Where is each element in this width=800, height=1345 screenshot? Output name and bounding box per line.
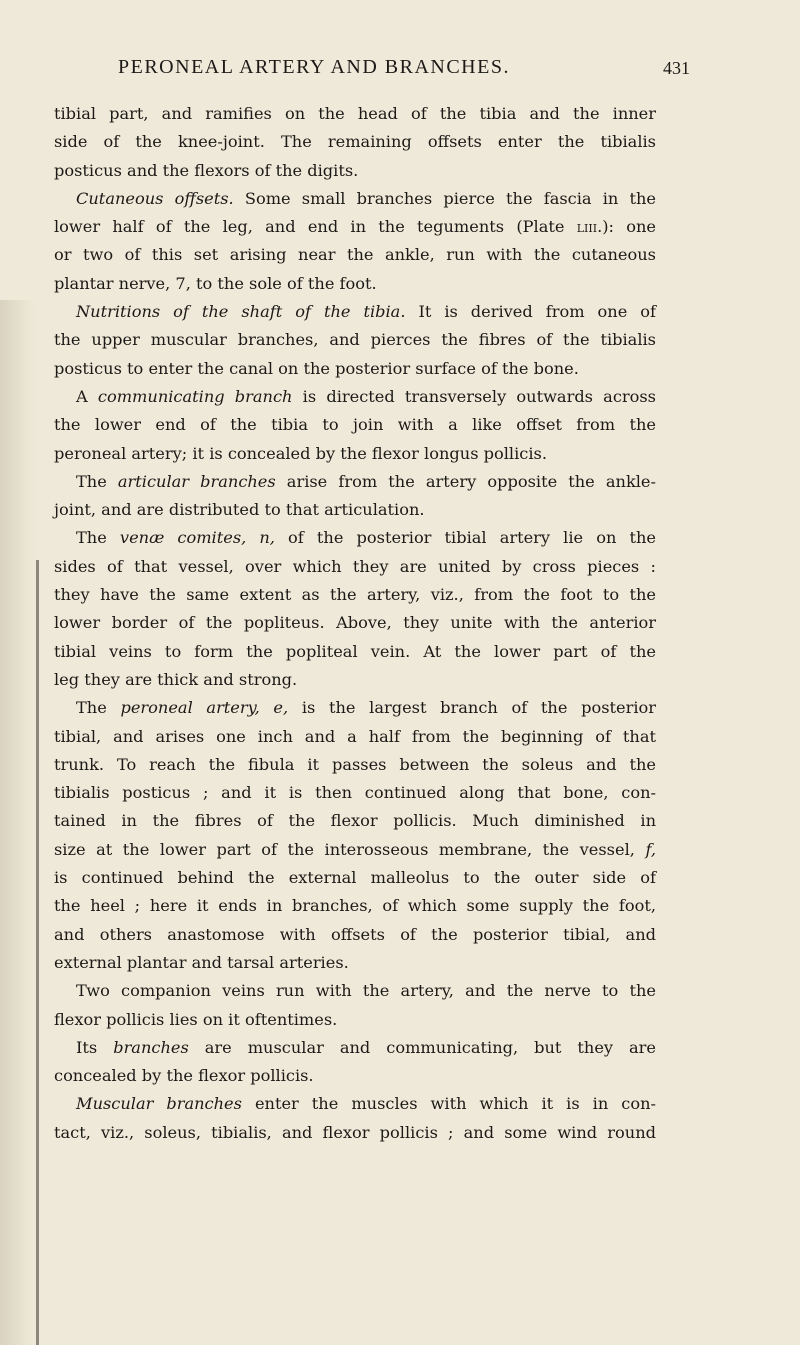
italic-term: branches — [113, 1037, 189, 1057]
text-line — [54, 694, 656, 722]
text-line — [54, 638, 656, 666]
text-line — [54, 128, 656, 156]
text-run: It is derived from one of — [405, 302, 657, 322]
text-run: plantar nerve, 7, to the sole of the foot. — [54, 273, 377, 293]
text-line — [54, 1090, 656, 1118]
page-header — [0, 56, 800, 90]
text-run: tact, viz., soleus, tibialis, and flexor pollicis ; and some wind round — [54, 1122, 656, 1142]
text-run: lower half of the leg, and end in the teguments (Plate — [54, 217, 577, 237]
text-run: Some small branches pierce the fascia in the — [233, 188, 656, 208]
text-line — [54, 864, 656, 892]
text-line — [54, 1119, 656, 1147]
text-run: tained in the fibres of the flexor pollicis. Much diminished in — [54, 811, 656, 831]
text-line — [54, 524, 656, 552]
text-line — [54, 1034, 656, 1062]
text-line — [54, 751, 656, 779]
text-line — [54, 836, 656, 864]
text-run: concealed by the flexor pollicis. — [54, 1066, 314, 1086]
text-line — [54, 100, 656, 128]
running-title: PERONEAL ARTERY AND BRANCHES. — [118, 56, 510, 78]
text-run: the upper muscular branches, and pierces the fibres of the tibialis — [54, 330, 656, 350]
text-run: peroneal artery; it is concealed by the flexor longus pollicis. — [54, 443, 547, 463]
text-run: and others anastomose with offsets of the posterior tibial, and — [54, 924, 656, 944]
text-run: tibialis posticus ; and it is then continued along that bone, con- — [54, 783, 656, 803]
italic-term: Nutritions of the shaft of the tibia. — [76, 302, 406, 322]
text-run: tibial part, and ramifies on the head of the tibia and the inner — [54, 104, 656, 123]
text-run: arise from the artery opposite the ankle- — [275, 471, 656, 491]
text-run: sides of that vessel, over which they are united by cross pieces : — [54, 556, 656, 576]
text-run: .): one — [597, 217, 656, 237]
text-line — [54, 609, 656, 637]
italic-term: Cutaneous offsets. — [76, 188, 234, 208]
text-run: tibial veins to form the popliteal vein. At the lower part of the — [54, 641, 656, 661]
text-line — [54, 921, 656, 949]
text-run: A — [76, 386, 98, 406]
text-line — [54, 723, 656, 751]
text-line — [54, 977, 656, 1005]
text-line — [54, 666, 656, 694]
italic-term: articular branches — [117, 471, 276, 491]
text-line — [54, 949, 656, 977]
text-run: external plantar and tarsal arteries. — [54, 952, 349, 972]
page-number: 431 — [663, 58, 690, 78]
text-run: or two of this set arising near the ankle, run with the cutaneous — [54, 245, 656, 265]
text-run: posticus and the flexors of the digits. — [54, 160, 359, 180]
text-line — [54, 326, 656, 354]
text-run: trunk. To reach the fibula it passes between the soleus and the — [54, 754, 656, 774]
text-run: side of the knee-joint. The remaining offsets enter the tibialis — [54, 132, 656, 152]
text-run: size at the lower part of the interosseous membrane, the vessel, — [54, 839, 646, 859]
text-line — [54, 270, 656, 298]
text-run: is directed transversely outwards across — [292, 386, 656, 406]
text-run: The — [76, 698, 121, 718]
text-line — [54, 440, 656, 468]
text-run: lower border of the popliteus. Above, they unite with the anterior — [54, 613, 656, 633]
italic-term: venæ comites, n, — [119, 528, 275, 548]
text-run: leg they are thick and strong. — [54, 669, 298, 689]
text-run: is the largest branch of the posterior — [288, 698, 656, 718]
text-line — [54, 807, 656, 835]
text-run: is continued behind the external malleolus to the outer side of — [54, 868, 656, 888]
italic-term: Muscular branches — [76, 1094, 242, 1114]
text-run: Two companion veins run with the artery, and the nerve to the — [76, 981, 656, 1001]
text-line — [54, 892, 656, 920]
text-line — [54, 1062, 656, 1090]
text-line — [54, 468, 656, 496]
binding-gutter — [0, 300, 40, 1345]
binding-edge — [36, 560, 39, 1345]
italic-term: f, — [645, 839, 656, 859]
text-run: The — [76, 471, 118, 491]
text-line — [54, 553, 656, 581]
body-text — [54, 100, 656, 1147]
italic-term: peroneal artery, e, — [120, 698, 289, 718]
text-run: Its — [76, 1037, 114, 1057]
text-run: flexor pollicis lies on it oftentimes. — [54, 1009, 338, 1029]
text-run: posticus to enter the canal on the posterior surface of the bone. — [54, 358, 579, 378]
text-line — [54, 157, 656, 185]
text-line — [54, 383, 656, 411]
text-run: of the posterior tibial artery lie on the — [274, 528, 656, 548]
text-line — [54, 213, 656, 241]
text-run: tibial, and arises one inch and a half from the beginning of that — [54, 726, 656, 746]
text-run: are muscular and communicating, but they are — [188, 1037, 656, 1057]
text-run: the heel ; here it ends in branches, of which some supply the foot, — [54, 896, 656, 916]
text-line — [54, 1006, 656, 1034]
italic-term: communicating branch — [97, 386, 293, 406]
text-line — [54, 241, 656, 269]
text-line — [54, 298, 656, 326]
text-run: enter the muscles with which it is in con- — [241, 1094, 656, 1114]
text-line — [54, 496, 656, 524]
text-line — [54, 185, 656, 213]
text-run: the lower end of the tibia to join with a like offset from the — [54, 415, 656, 435]
text-run: liii — [576, 217, 598, 237]
text-run: The — [76, 528, 120, 548]
text-line — [54, 355, 656, 383]
text-line — [54, 581, 656, 609]
text-line — [54, 411, 656, 439]
text-line — [54, 779, 656, 807]
text-run: joint, and are distributed to that articulation. — [54, 500, 425, 520]
text-run: they have the same extent as the artery, viz., from the foot to the — [54, 585, 656, 605]
